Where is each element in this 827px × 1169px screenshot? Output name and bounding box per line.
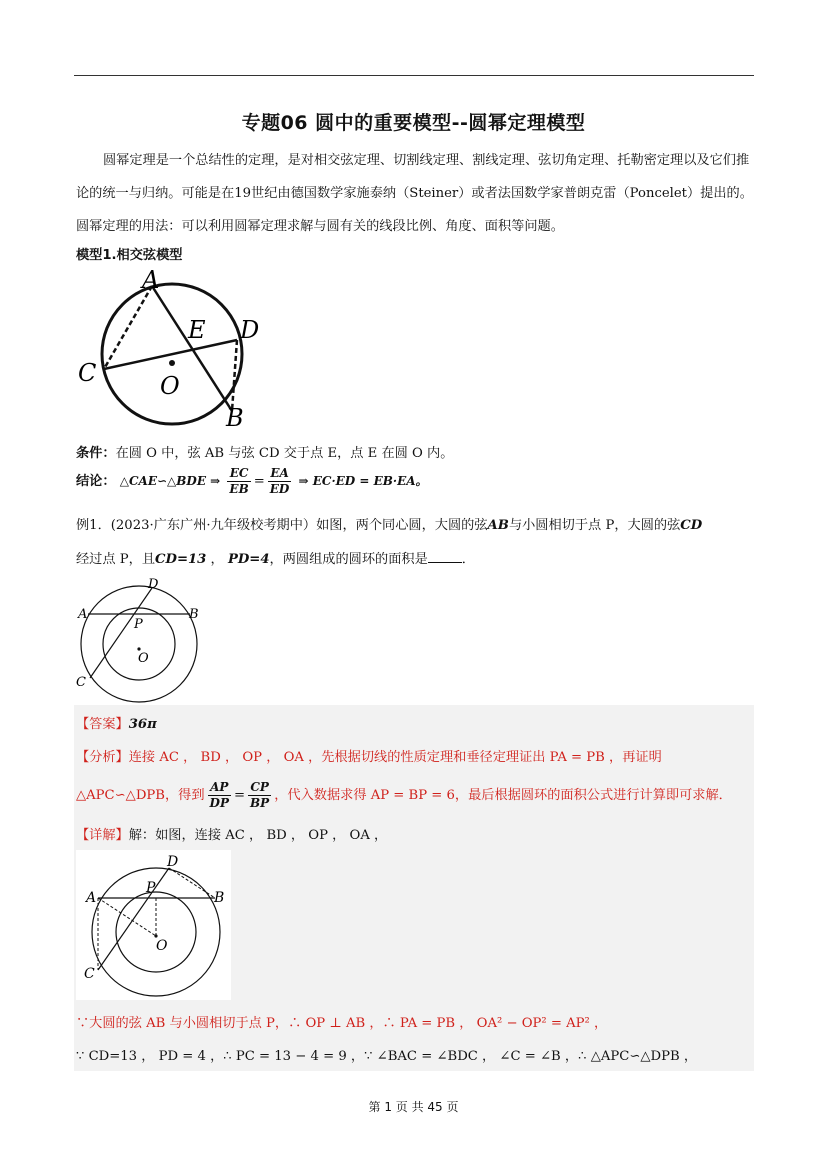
fig3-label-c: C xyxy=(84,966,95,982)
fig2-label-d: D xyxy=(148,577,159,592)
sol-seg-bd xyxy=(169,868,215,898)
label-d: D xyxy=(240,316,260,344)
page-footer: 第 1 页 共 45 页 xyxy=(368,1100,459,1114)
fig2-label-b: B xyxy=(189,607,199,622)
figure-solution xyxy=(76,850,231,1000)
conclusion-frac-1: $\frac{EC}{EB}$ xyxy=(229,466,249,496)
analysis-line2: △APC∽△DPB，得到 $\frac{AP}{DP}$ = $\frac{CP}{BP}$ ，代入数据求得 AP = BP = 6，最后根据圆环的面积公式进行计算即可求解． xyxy=(76,780,732,810)
conclusion-pre: △CAE∽△BDE ⇒ xyxy=(119,474,221,488)
figure-concentric-circles xyxy=(74,574,204,706)
solution-line1: ∵大圆的弦 AB 与小圆相切于点 P，∴ OP ⊥ AB ，∴ PA = PB ， OA² − OP² = AP² ， xyxy=(76,1016,608,1031)
fig2-label-a: A xyxy=(78,607,88,622)
analysis-frac-1: $\frac{AP}{DP}$ xyxy=(209,780,229,810)
model1-heading: 模型1.相交弦模型 xyxy=(76,248,183,263)
condition-line xyxy=(76,442,453,461)
detail-line: 【详解】解：如图，连接 AC ， BD ， OP ， OA ， xyxy=(76,828,388,843)
center-dot xyxy=(169,360,175,366)
example1-line1: 例1．(2023·广东广州·九年级校考期中）如图，两个同心圆，大圆的弦AB与小圆相切于点 P，大圆的弦CD xyxy=(76,518,703,533)
label-o: O xyxy=(160,372,180,400)
label-b: B xyxy=(226,404,244,432)
label-c: C xyxy=(78,359,97,387)
answer-line: 【答案】36π xyxy=(76,717,157,732)
figure-intersecting-chords xyxy=(74,266,274,436)
example1-line2: 经过点 P，且CD=13 ， PD=4，两圆组成的圆环的面积是 ． xyxy=(76,552,475,567)
fig3-label-a: A xyxy=(86,890,97,906)
analysis-frac-2: $\frac{CP}{BP}$ xyxy=(250,780,270,810)
fig2-label-c: C xyxy=(76,675,86,690)
conclusion-frac-2: $\frac{EA}{ED}$ xyxy=(269,466,290,496)
segment-bd xyxy=(232,340,237,411)
fig2-label-o: O xyxy=(138,651,149,666)
label-a: A xyxy=(142,266,160,294)
condition-label: 条件： xyxy=(76,446,116,461)
conclusion-line: 结论： △CAE∽△BDE ⇒ $\frac{EC}{EB}$ = $\frac{EA}{ED}$ ⇒ EC·ED = EB·EA。 xyxy=(76,466,428,496)
label-e: E xyxy=(188,316,206,344)
solution-line2: ∵ CD=13 ， PD = 4 ，∴ PC = 13 − 4 = 9 ，∵ ∠BAC = ∠BDC ， ∠C = ∠B ，∴ △APC∽△DPB ， xyxy=(76,1049,698,1064)
page-title: 专题06 圆中的重要模型--圆幂定理模型 xyxy=(241,112,586,134)
conclusion-post: ⇒ EC·ED = EB·EA。 xyxy=(298,474,428,488)
analysis-line1: 【分析】连接 AC ， BD ， OP ， OA ，先根据切线的性质定理和垂径定理证出 PA = PB ，再证明 xyxy=(76,750,662,765)
fig3-label-o: O xyxy=(156,938,168,954)
conclusion-label: 结论： xyxy=(76,474,116,489)
condition-text: 在圆 O 中，弦 AB 与弦 CD 交于点 E，点 E 在圆 O 内。 xyxy=(115,446,454,461)
fig3-label-p: P xyxy=(146,880,156,896)
sol-chord-cd xyxy=(98,868,169,970)
fig2-label-p: P xyxy=(134,617,143,632)
fig3-label-d: D xyxy=(167,854,179,870)
big-circle xyxy=(81,586,197,702)
fig3-label-b: B xyxy=(214,890,225,906)
answer-blank xyxy=(428,550,462,563)
intro-paragraph: 圆幂定理是一个总结性的定理，是对相交弦定理、切割线定理、割线定理、弦切角定理、托勒密定理以及它们推论的统一与归纳。可能是在19世纪由德国数学家施泰纳（Steiner）或者法国数学家普朗克雷（Poncelet）提出的。圆幂定理的用法：可以利用圆幂定理求解与圆有关的线段比例、角度、面积等问题。 xyxy=(76,153,753,234)
header-rule xyxy=(74,75,754,76)
